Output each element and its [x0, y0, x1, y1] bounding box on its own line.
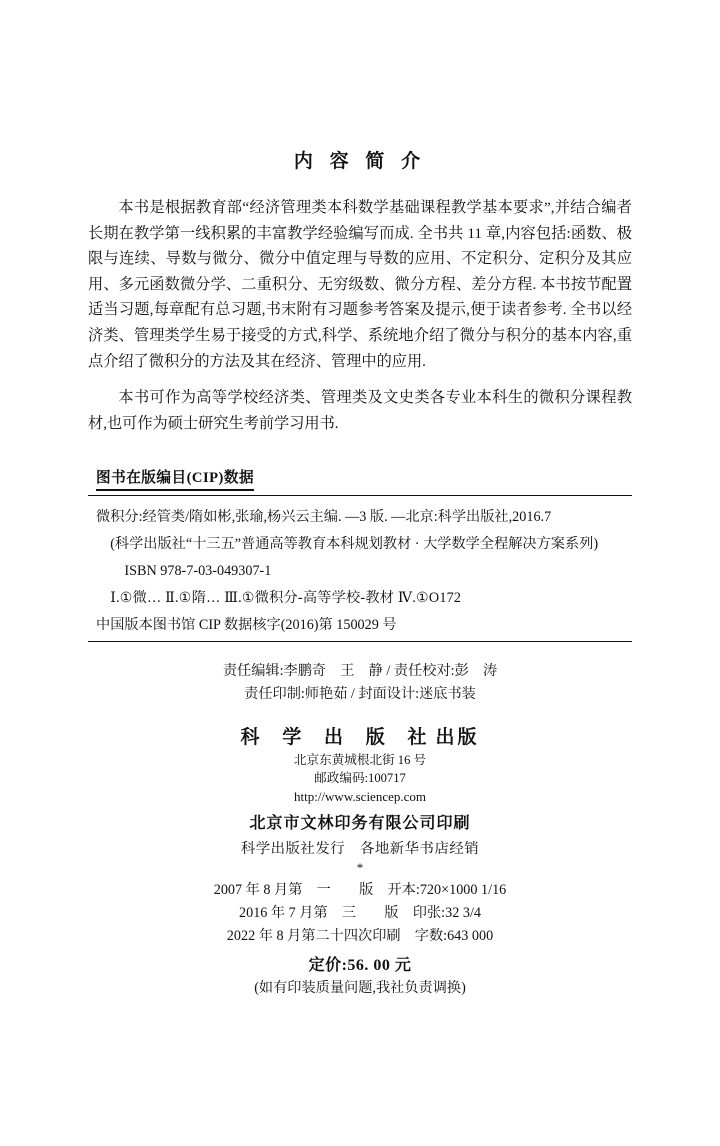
- cip-heading-wrap: [88, 466, 632, 491]
- publisher-name-main: 科 学 出 版 社: [240, 727, 436, 749]
- page-title: 内 容 简 介: [293, 151, 427, 172]
- staff-line-production: 责任印制:师艳茹 / 封面设计:迷底书装: [244, 686, 476, 703]
- divider-bottom: [88, 641, 632, 642]
- price-line: 定价:56. 00 元: [308, 957, 412, 975]
- printing-line-3: 2022 年 8 月第二十四次印刷 字数:643 000: [226, 928, 494, 945]
- copyright-page: [0, 146, 720, 1146]
- printing-block: [88, 879, 632, 948]
- cip-line-title: 微积分:经管类/隋如彬,张瑜,杨兴云主编. —3 版. —北京:科学出版社,2016.7: [96, 509, 552, 526]
- cip-line-catalog-number: 中国版本图书馆 CIP 数据核字(2016)第 150029 号: [96, 617, 397, 634]
- postcode-line: 邮政编码:100717: [314, 771, 406, 786]
- cip-line-isbn: ISBN 978-7-03-049307-1: [124, 563, 272, 580]
- publisher-address: [88, 751, 632, 787]
- printing-line-2: 2016 年 7 月第 三 版 印张:32 3/4: [239, 905, 481, 922]
- publisher-name: [88, 722, 632, 749]
- cip-block: [88, 505, 632, 637]
- cip-line-classification: Ⅰ.①微… Ⅱ.①隋… Ⅲ.①微积分-高等学校-教材 Ⅳ.①O172: [110, 590, 462, 607]
- quality-note: (如有印装质量问题,我社负责调换): [254, 980, 466, 997]
- separator-asterisk: *: [356, 860, 364, 876]
- address-line: 北京东黄城根北街 16 号: [293, 753, 427, 768]
- printer-name: 北京市文林印务有限公司印刷: [249, 815, 471, 833]
- printing-line-1: 2007 年 8 月第 一 版 开本:720×1000 1/16: [213, 882, 507, 899]
- cip-heading: 图书在版编目(CIP)数据: [96, 466, 254, 491]
- distribution-line: 科学出版社发行 各地新华书店经销: [240, 841, 480, 858]
- publisher-name-suffix: 出版: [435, 727, 480, 749]
- summary-paragraph-2: 本书可作为高等学校经济类、管理类及文史类各专业本科生的微积分课程教材,也可作为硕士研究生考前学习用书.: [88, 389, 632, 432]
- staff-block: [88, 660, 632, 706]
- divider-top: [88, 495, 632, 496]
- cip-line-series: (科学出版社“十三五”普通高等教育本科规划教材 · 大学数学全程解决方案系列): [110, 536, 599, 553]
- publisher-url[interactable]: http://www.sciencep.com: [293, 789, 426, 805]
- summary-paragraph-1: 本书是根据教育部“经济管理类本科数学基础课程教学基本要求”,并结合编者长期在教学第一线积累的丰富教学经验编写而成. 全书共 11 章,内容包括:函数、极限与连续、导数与微分、微分中值定理与导数的应用、不定积分、定积分及其应用、多元函数微分学、二重积分、无穷级数、微分方程、差分方程. 本书按节配置适当习题,每章配有总习题,书末附有习题参考答案及提示,便于读者参考. 全书以经济类、管理类学生易于接受的方式,科学、系统地介绍了微分与积分的基本内容,重点介绍了微积分的方法及其在经济、管理中的应用.: [88, 199, 632, 370]
- staff-line-editors: 责任编辑:李鹏奇 王 静 / 责任校对:彭 涛: [222, 663, 498, 680]
